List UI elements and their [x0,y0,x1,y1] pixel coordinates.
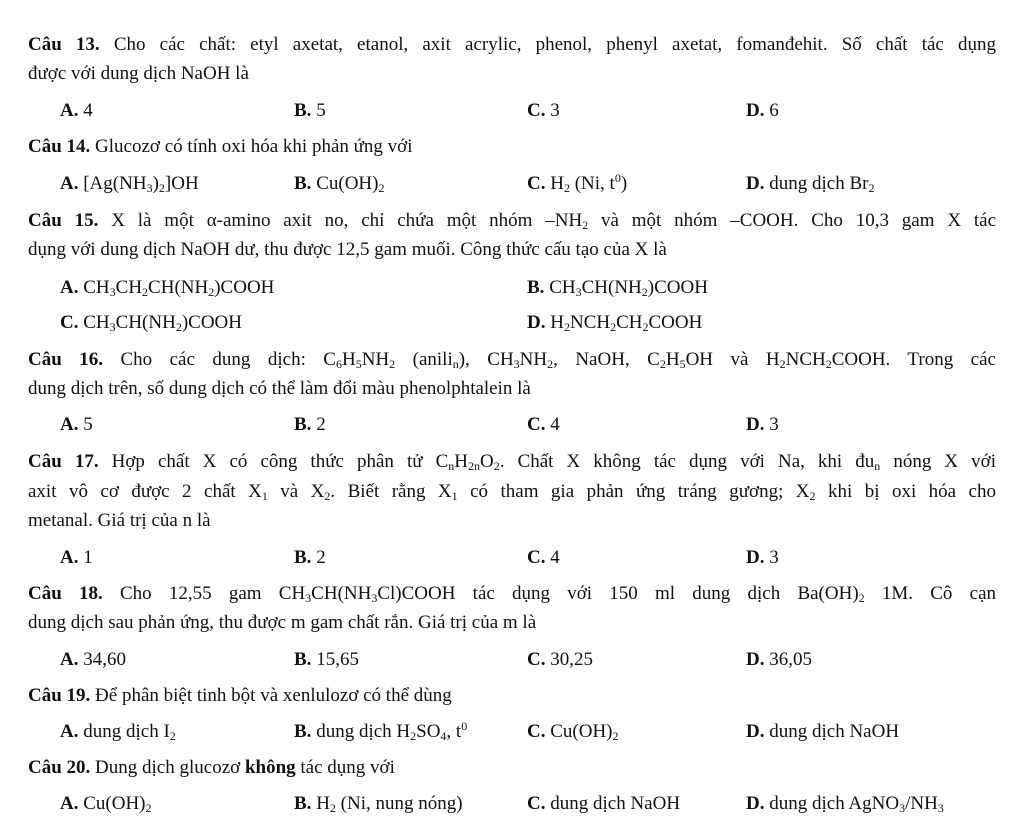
q18-label: Câu 18. [28,583,103,604]
q19-line1: Câu 19. Để phân biệt tinh bột và xenlulozơ có thể dùng [28,685,452,706]
q14-option-c: C. $H_2$ (Ni, $t^0$) [527,171,628,195]
q19-option-a: A. dung dịch $I_2$ [60,721,176,743]
q16-line2: dung dịch trên, số dung dịch có thể làm đổi màu phenolphtalein là [28,378,531,399]
q13-option-d: D. 6 [746,100,779,121]
q18-option-b: B. 15,65 [294,649,359,670]
q20-label: Câu 20. [28,757,91,778]
q14-option-b: B. $Cu(OH)_2$ [294,173,385,195]
q13-option-b: B. 5 [294,100,326,121]
q15-option-c: C. $CH_3CH(NH_2)COOH$ [60,312,242,334]
q17-option-d: D. 3 [746,547,779,568]
q14-line1: Câu 14. Glucozơ có tính oxi hóa khi phản ứng với [28,136,413,157]
q16-option-b: B. 2 [294,414,326,435]
q18-option-d: D. 36,05 [746,649,812,670]
q17-line2: axit vô cơ được 2 chất $X_1$ và $X_2$. Biết rằng $X_1$ có tham gia phản ứng tráng gương; $X_2$ khi bị oxi hóa cho [28,481,996,503]
q16-option-d: D. 3 [746,414,779,435]
q14-option-a: A. $[Ag(NH_3)_2]OH$ [60,173,199,195]
q13-option-a: A. 4 [60,100,93,121]
q15-line1: Câu 15. X là một α-amino axit no, chỉ chứa một nhóm $-NH_2$ và một nhóm –COOH. Cho 10,3 gam X tác [28,210,997,232]
q18-line1: Câu 18. Cho 12,55 gam $CH_3CH(NH_3Cl)COOH$ tác dụng với 150 ml dung dịch $Ba(OH)_2$ 1M. Cô cạn [28,583,996,605]
q16-line1: Câu 16. Cho các dung dịch: $C_6H_5NH_2$ (anili$_n$), $CH_3NH_2$, NaOH, $C_2H_5OH$ và $H_2NCH_2COOH$. Trong các [28,349,996,371]
q13-label: Câu 13. [28,34,100,55]
q15-option-b: B. $CH_3CH(NH_2)COOH$ [527,277,708,299]
q18-line2: dung dịch sau phản ứng, thu được m gam chất rắn. Giá trị của m là [28,612,537,633]
q16-label: Câu 16. [28,349,104,370]
q20-option-d: D. dung dịch $AgNO_3/NH_3$ [746,793,944,815]
q15-option-d: D. $H_2NCH_2CH_2COOH$ [527,312,703,334]
q15-line2: dụng với dung dịch NaOH dư, thu được 12,5 gam muối. Công thức cấu tạo của X là [28,239,667,260]
q13-line1 [28,33,996,57]
q19-option-c: C. $Cu(OH)_2$ [527,721,619,743]
q16-option-c: C. 4 [527,414,560,435]
q17-option-b: B. 2 [294,547,326,568]
q14-label: Câu 14. [28,136,91,157]
q20-option-b: B. $H_2$ (Ni, nung nóng) [294,793,463,815]
q19-option-b: B. dung dịch $H_2SO_4$, $t^0$ [294,719,468,743]
q17-label: Câu 17. [28,451,99,472]
q14-option-d: D. dung dịch $Br_2$ [746,173,875,195]
q15-label: Câu 15. [28,210,99,231]
q15-option-a: A. $CH_3CH_2CH(NH_2)COOH$ [60,277,275,299]
q20-line1: Câu 20. Dung dịch glucozơ không tác dụng với [28,757,395,778]
q13-line2: được với dung dịch NaOH là [28,63,249,84]
q16-option-a: A. 5 [60,414,93,435]
q17-line3: metanal. Giá trị của n là [28,510,211,531]
q20-option-a: A. $Cu(OH)_2$ [60,793,152,815]
q17-option-a: A. 1 [60,547,93,568]
q13-text1: Cho các chất: etyl axetat, etanol, axit acrylic, phenol, phenyl axetat, fomanđehit. Số chất tác dụng [113,34,997,55]
q19-option-d: D. dung dịch NaOH [746,721,900,742]
q19-label: Câu 19. [28,685,91,706]
q17-option-c: C. 4 [527,547,560,568]
q18-option-c: C. 30,25 [527,649,593,670]
q20-option-c: C. dung dịch NaOH [527,793,681,814]
q17-line1: Câu 17. Hợp chất X có công thức phân tử $C_nH_{2n}O_2$. Chất X không tác dụng với Na, khi $đu_n$ nóng X với [28,451,996,473]
q13-option-c: C. 3 [527,100,560,121]
q18-option-a: A. 34,60 [60,649,126,670]
